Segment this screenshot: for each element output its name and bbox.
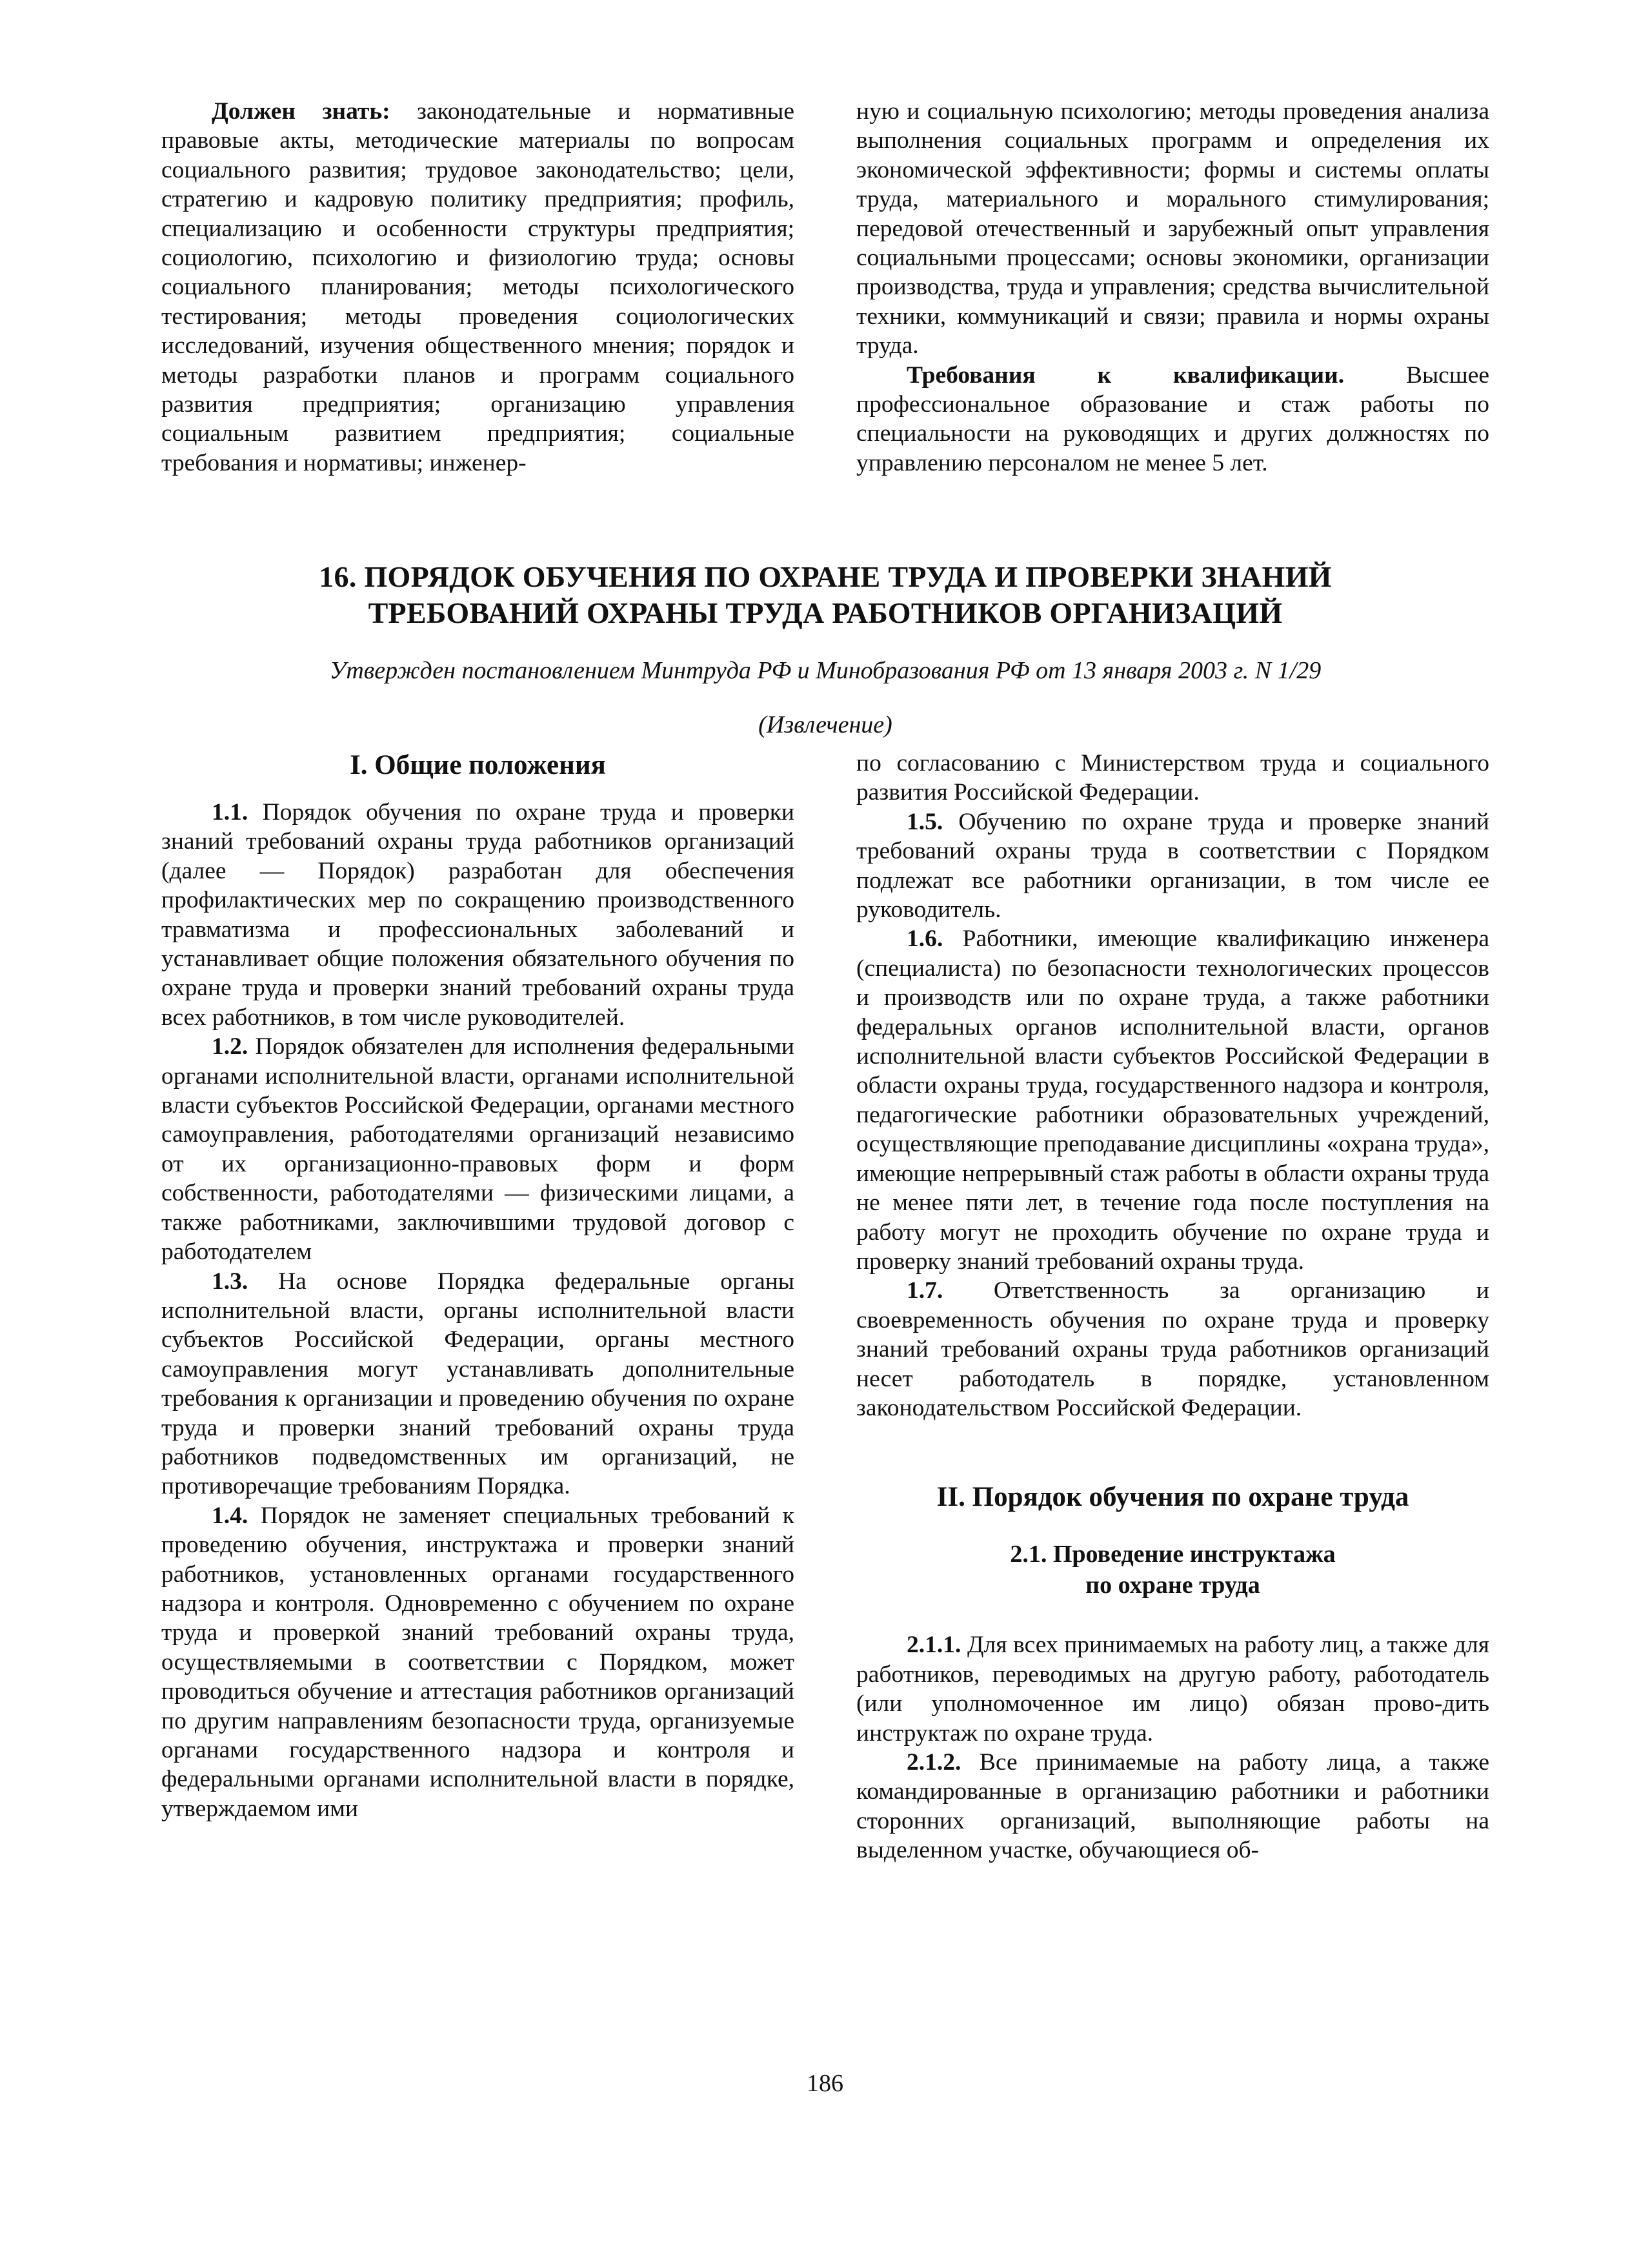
paragraph-number: 1.7. — [907, 1277, 943, 1304]
paragraph-1-3 — [161, 1267, 794, 1501]
paragraph-number: 2.1.1. — [907, 1632, 961, 1659]
paragraph-number: 1.3. — [212, 1268, 248, 1295]
page-number: 186 — [807, 2070, 843, 2097]
qualification-lead: Требования к квалификации. — [907, 361, 1345, 389]
paragraph-number: 2.1.2. — [907, 1748, 961, 1776]
paragraph-1-5 — [856, 807, 1489, 925]
approval-note: Утвержден постановлением Минтруда РФ и Минобразования РФ от 13 января 2003 г. N 1/29 — [329, 657, 1322, 684]
paragraph-text: Работники, имеющие квалификацию инженера (специалиста) по безопасности технологических процессов и производств или по охране труда, а также работники федеральных органов исполнительной власти, органов исполнительной власти субъектов Российской Федерации в области охраны труда, государственного надзора и контроля, педагогические работники образовательных учреждений, осуществляющие преподавание дисциплины «охрана труда», имеющие непрерывный стаж работы в области охраны труда не менее пяти лет, в течение года после поступления на работу могут не проходить обучение по охране труда и проверку знаний требований охраны труда. — [856, 926, 1489, 1275]
document-title — [161, 559, 1489, 631]
paragraph-1-4-continuation: по согласованию с Министерством труда и социального развития Российской Федерации. — [856, 750, 1489, 806]
paragraph-number: 1.5. — [907, 808, 943, 835]
paragraph-1-2 — [161, 1032, 794, 1266]
paragraph-text: Порядок обязателен для исполнения федеральными органами исполнительной власти, органами исполнительной власти субъектов Российской Федерации, органами местного самоуправления, работодателями организаций независимо от их организационно-правовых форм и форм собственности, работодателями — физическими лицами, а также работниками, заключившими трудовой договор с работодателем — [161, 1033, 794, 1266]
section-2-title: II. Порядок обучения по охране труда — [936, 1482, 1409, 1513]
paragraph-text: Все принимаемые на работу лица, а также командированные в организацию работники и работники сторонних организаций, выполняющие работы на выделенном участке, обучающиеся об- — [856, 1748, 1489, 1864]
main-left-column — [161, 749, 794, 2059]
paragraph-2-1-2 — [856, 1748, 1489, 1865]
subsection-2-1-title — [856, 1539, 1489, 1601]
paragraph-text: Порядок не заменяет специальных требований к проведению обучения, инструктажа и проверки знаний работников, установленных органами государственного надзора и контроля. Одновременно с обучением по охране труда и проверкой знаний требований охраны труда, осуществляемыми в соответствии с Порядком, может проводиться обучение и аттестация работников организаций по другим направлениям безопасности труда, организуемые органами государственного надзора и контроля и федеральными органами исполнительной власти в порядке, утверждаемом ими — [161, 1502, 794, 1822]
qualification-paragraph — [856, 361, 1489, 478]
top-right-column — [856, 97, 1489, 542]
knowledge-paragraph — [161, 97, 794, 478]
title-line-2: ТРЕБОВАНИЙ ОХРАНЫ ТРУДА РАБОТНИКОВ ОРГАНИЗАЦИЙ — [368, 596, 1283, 629]
paragraph-2-1-1 — [856, 1630, 1489, 1748]
paragraph-text: Для всех принимаемых на работу лиц, а также для работников, переводимых на другую работу, работодатель (или уполномоченное им лицо) обязан прово-дить инструктаж по охране труда. — [856, 1632, 1489, 1747]
extract-note: (Извлечение) — [758, 711, 892, 738]
knowledge-text: законодательные и нормативные правовые акты, методические материалы по вопросам социального развития; трудовое законодательство; цели, стратегию и кадровую политику предприятия; профиль, специализацию и особенности структуры предприятия; социологию, психологию и физиологию труда; основы социального планирования; методы психологического тестирования; методы проведения социологических исследований, изучения общественного мнения; порядок и методы разработки планов и программ социального развития предприятия; организацию управления социальным развитием предприятия; социальные требования и нормативы; инженер- — [161, 98, 794, 476]
subsection-title-line-2: по охране труда — [1085, 1572, 1260, 1599]
paragraph-text: На основе Порядка федеральные органы исполнительной власти, органы исполнительной власти субъектов Российской Федерации, органы местного самоуправления могут устанавливать дополнительные требования к организации и проведению обучения по охране труда и проверки знаний требований охраны труда работников подведомственных им организаций, не противоречащие требованиям Порядка. — [161, 1268, 794, 1500]
paragraph-text: Ответственность за организацию и своевременность обучения по охране труда и проверку знаний требований охраны труда работников организаций несет работодатель в порядке, установленном законодательством Российской Федерации. — [856, 1277, 1489, 1421]
qualification-text: Высшее профессиональное образование и стаж работы по специальности на руководящих и других должностях по управлению персоналом не менее 5 лет. — [856, 361, 1489, 476]
paragraph-number: 1.2. — [212, 1033, 248, 1060]
knowledge-lead: Должен знать: — [212, 98, 390, 125]
paragraph-1-4 — [161, 1501, 794, 1823]
section-1-title: I. Общие положения — [350, 750, 606, 780]
knowledge-continuation: ную и социальную психологию; методы проведения анализа выполнения социальных программ и определения их экономической эффективности; формы и системы оплаты труда, материального и морального стимулирования; передовой отечественный и зарубежный опыт управления социальными процессами; основы экономики, организации производства, труда и управления; средства вычислительной техники, коммуникаций и связи; правила и нормы охраны труда. — [856, 98, 1489, 359]
paragraph-1-6 — [856, 924, 1489, 1276]
paragraph-1-7 — [856, 1276, 1489, 1423]
paragraph-1-1 — [161, 798, 794, 1032]
main-columns — [161, 749, 1489, 2059]
top-columns — [161, 97, 1489, 542]
paragraph-number: 1.6. — [907, 926, 943, 953]
paragraph-number: 1.4. — [212, 1502, 248, 1529]
subsection-title-line-1: 2.1. Проведение инструктажа — [1010, 1541, 1336, 1568]
paragraph-text: Порядок обучения по охране труда и проверки знаний требований охраны труда работников организаций (далее — Порядок) разработан для обеспечения профилактических мер по сокращению производственного травматизма и профессиональных заболеваний и устанавливает общие положения обязательного обучения по охране труда и проверки знаний требований охраны труда всех работников, в том числе руководителей. — [161, 799, 794, 1031]
title-line-1: 16. ПОРЯДОК ОБУЧЕНИЯ ПО ОХРАНЕ ТРУДА И ПРОВЕРКИ ЗНАНИЙ — [319, 560, 1332, 593]
paragraph-number: 1.1. — [212, 799, 248, 825]
top-left-column — [161, 97, 794, 542]
paragraph-text: Обучению по охране труда и проверке знаний требований охраны труда в соответствии с Порядком подлежат все работники организации, в том числе ее руководитель. — [856, 808, 1489, 924]
main-right-column — [856, 749, 1489, 2059]
